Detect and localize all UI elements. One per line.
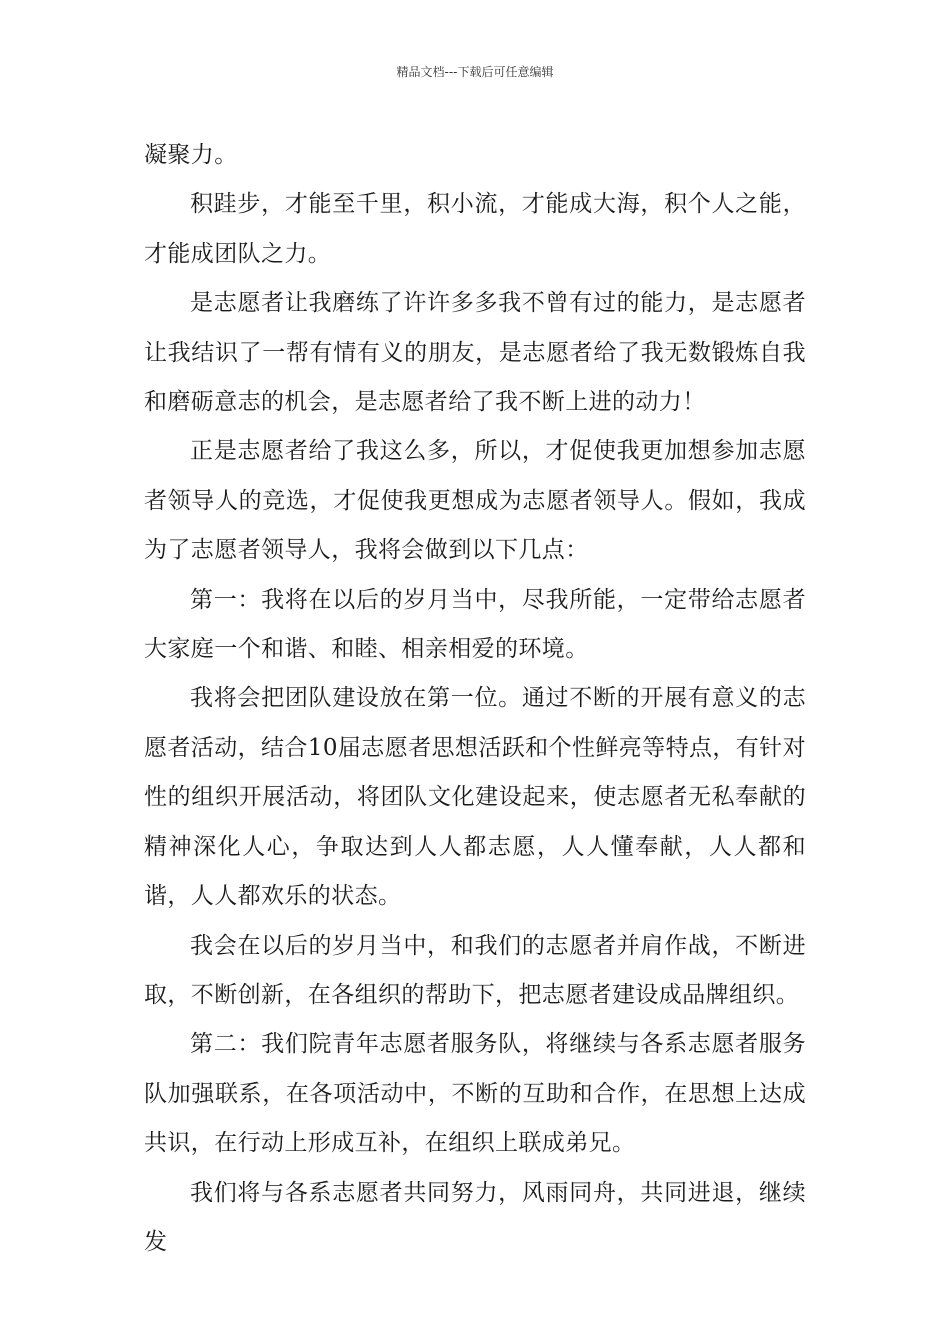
paragraph: 我将会把团队建设放在第一位。通过不断的开展有意义的志愿者活动，结合10届志愿者思想活跃和个性鲜亮等特点，有针对性的组织开展活动，将团队文化建设起来，使志愿者无私奉献的精神深化人心，争取达到人人都志愿，人人懂奉献，人人都和谐，人人都欢乐的状态。 — [144, 685, 806, 910]
paragraph: 第一：我将在以后的岁月当中，尽我所能，一定带给志愿者大家庭一个和谐、和睦、相亲相爱的环境。 — [144, 586, 806, 663]
page-header: 精品文档---下载后可任意编辑 — [396, 65, 554, 79]
paragraph: 积跬步，才能至千里，积小流，才能成大海，积个人之能，才能成团队之力。 — [144, 191, 806, 267]
paragraph: 凝聚力。 — [144, 142, 238, 168]
paragraph: 是志愿者让我磨练了许许多多我不曾有过的能力，是志愿者让我结识了一帮有情有义的朋友，是志愿者给了我无数锻炼自我和磨砺意志的机会，是志愿者给了我不断上进的动力！ — [144, 290, 806, 416]
paragraph: 我会在以后的岁月当中，和我们的志愿者并肩作战，不断进取，不断创新，在各组织的帮助下，把志愿者建设成品牌组织。 — [144, 932, 806, 1008]
document-body — [144, 131, 806, 1267]
paragraph: 正是志愿者给了我这么多，所以，才促使我更加想参加志愿者领导人的竞选，才促使我更想成为志愿者领导人。假如，我成为了志愿者领导人，我将会做到以下几点： — [144, 438, 806, 564]
paragraph: 第二：我们院青年志愿者服务队，将继续与各系志愿者服务队加强联系，在各项活动中，不断的互助和合作，在思想上达成共识，在行动上形成互补，在组织上联成弟兄。 — [144, 1031, 806, 1157]
paragraph: 我们将与各系志愿者共同努力，风雨同舟，共同进退，继续发 — [144, 1179, 806, 1255]
